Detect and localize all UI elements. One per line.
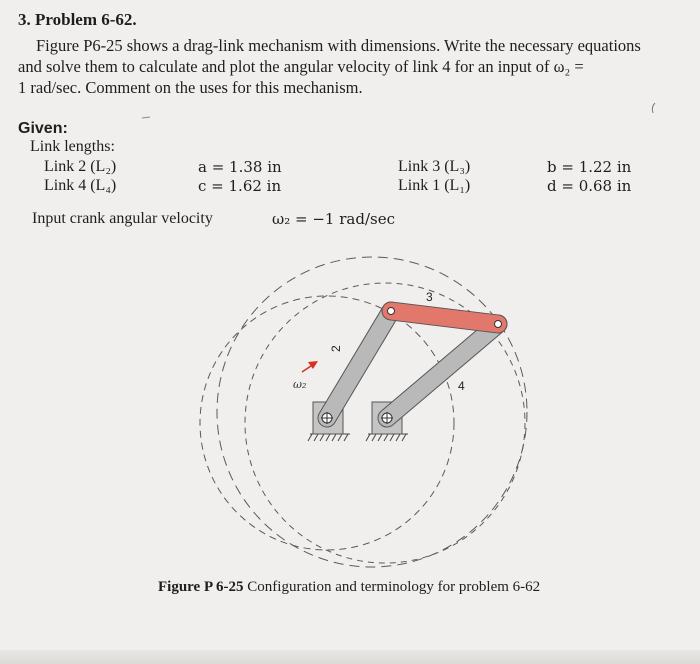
problem-line-3: 1 rad/sec. Comment on the uses for this mechanism. [18,78,363,97]
link1-value: d = 0.68 in [547,177,632,195]
link4 [387,324,498,418]
figure-caption [158,579,540,596]
omega2-arrow [302,361,318,372]
omega2-label: ω₂ [293,378,307,391]
figure-caption-text: Configuration and terminology for problem 6-62 [243,579,541,595]
problem-line-1: Figure P6-25 shows a drag-link mechanism with dimensions. Write the necessary equations [36,36,641,55]
link4-value: c = 1.62 in [198,177,282,195]
pin-joint-a [388,308,395,315]
link2-value: a = 1.38 in [198,158,282,176]
pen-mark [652,103,655,113]
figure-caption-number: Figure P 6-25 [158,579,244,595]
link1-label: Link 1 (L₁) [398,177,471,194]
link3-label: Link 3 (L₃) [398,158,471,175]
given-heading: Given: [18,120,68,137]
pin-joint-b [495,321,502,328]
page-bottom-edge [0,650,700,664]
link4-number-label: 4 [458,379,465,393]
ground-hatch-right [366,434,408,441]
link3-number-label: 3 [426,290,433,304]
link4-label: Link 4 (L₄) [44,177,117,194]
ground-hatch-left [308,434,350,441]
input-velocity-label: Input crank angular velocity [32,210,213,227]
link2-label: Link 2 (L₂) [44,158,117,175]
pen-mark [142,117,150,118]
link2-number-label: 2 [329,345,343,352]
input-velocity-value: ω₂ = −1 rad/sec [272,210,395,228]
problem-line-2: and solve them to calculate and plot the angular velocity of link 4 for an input of ω₂ = [18,57,584,76]
link-lengths-label: Link lengths: [30,138,115,155]
link3-value: b = 1.22 in [547,158,632,176]
problem-title: 3. Problem 6-62. [18,10,137,29]
